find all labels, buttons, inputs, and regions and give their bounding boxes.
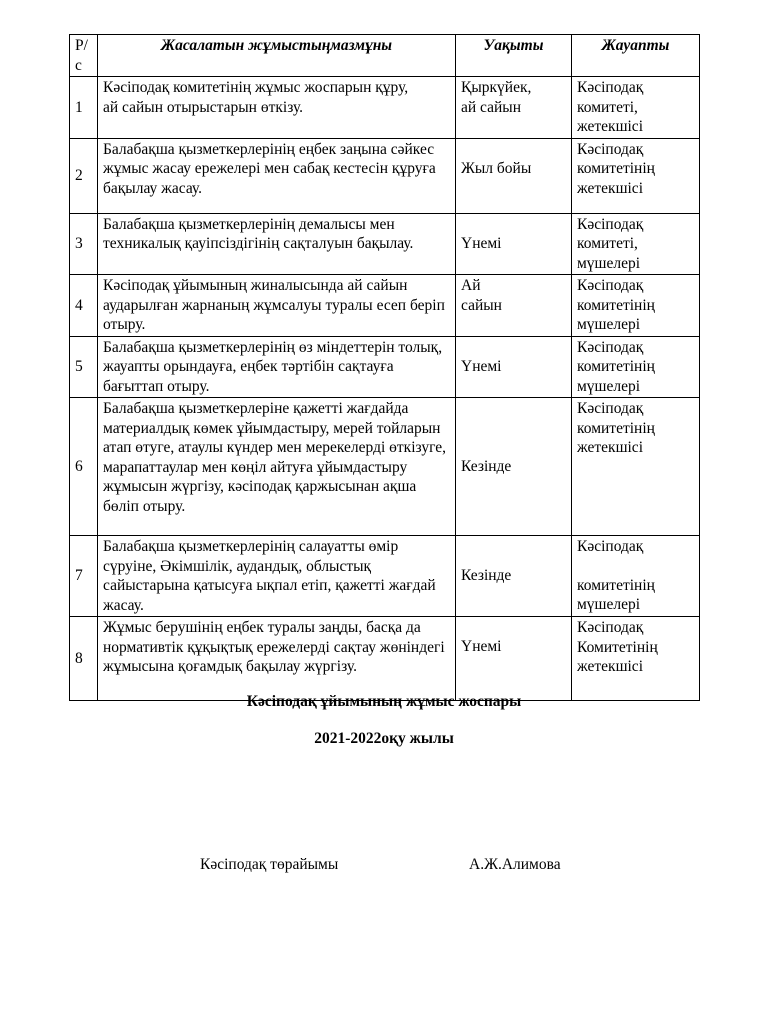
- work-plan-table: [69, 34, 700, 701]
- table-header-row: [70, 35, 700, 77]
- row-responsible: Кәсіподақ комитетінің жетекшісі: [572, 138, 700, 213]
- row-responsible: Кәсіподақ комитетінің мүшелері: [572, 275, 700, 337]
- row-number: 7: [70, 536, 98, 617]
- row-responsible: Кәсіподақ комитеті, жетекшісі: [572, 77, 700, 139]
- row-time: Үнемі: [456, 336, 572, 398]
- table-row: [70, 536, 700, 617]
- row-content: Кәсіподақ ұйымының жиналысында ай сайын аударылған жарнаның жұмсалуы туралы есеп беріп отыру.: [98, 275, 456, 337]
- header-responsible: Жауапты: [572, 35, 700, 77]
- row-number: 1: [70, 77, 98, 139]
- row-responsible: [572, 536, 700, 617]
- row-number: 3: [70, 213, 98, 275]
- row-time: Үнемі: [456, 213, 572, 275]
- header-content: Жасалатын жұмыстыңмазмұны: [98, 35, 456, 77]
- row-time: Кезінде: [456, 536, 572, 617]
- row-content: Балабақша қызметкерлеріне қажетті жағдайда материалдық көмек ұйымдастыру, мерей тойларын атап өтуге, атаулы күндер мен мерекелерді өткізуге, марапаттаулар мен көңіл айтуға ұйымдастыру жұмысын жүргізу, кәсіподақ қаржысынан ақша бөліп отыру.: [98, 398, 456, 536]
- row-number: 6: [70, 398, 98, 536]
- row-time: Ай сайын: [456, 275, 572, 337]
- row-content: Балабақша қызметкерлерінің демалысы мен техникалық қауіпсіздігінің сақталуын бақылау.: [98, 213, 456, 275]
- row-responsible: Кәсіподақ комитетінің мүшелері: [572, 336, 700, 398]
- row-number: 5: [70, 336, 98, 398]
- row-number: 2: [70, 138, 98, 213]
- row-content: Балабақша қызметкерлерінің еңбек заңына сәйкес жұмыс жасау ережелері мен сабақ кестесін құруға бақылау жасау.: [98, 138, 456, 213]
- row-time: Жыл бойы: [456, 138, 572, 213]
- row-responsible: Кәсіподақ комитеті, мүшелері: [572, 213, 700, 275]
- table-row: [70, 77, 700, 139]
- row-time: Кезінде: [456, 398, 572, 536]
- plan-title: Кәсіподақ ұйымының жұмыс жоспары: [246, 693, 522, 710]
- table-row: [70, 336, 700, 398]
- row-content: Кәсіподақ комитетінің жұмыс жоспарын құру, ай сайын отырыстарын өткізу.: [98, 77, 456, 139]
- row-content: Балабақша қызметкерлерінің өз міндеттерін толық, жауапты орындауға, еңбек тәртібін сақтауға бағыттап отыру.: [98, 336, 456, 398]
- table-row: [70, 275, 700, 337]
- row-number: 8: [70, 617, 98, 701]
- row-responsible-bottom: комитетінің мүшелері: [577, 576, 655, 613]
- academic-year: 2021-2022оқу жылы: [314, 730, 454, 747]
- row-responsible-top: Кәсіподақ: [577, 538, 644, 555]
- header-number: Р/с: [70, 35, 98, 77]
- header-time: Уақыты: [456, 35, 572, 77]
- table-row: [70, 213, 700, 275]
- row-responsible: Кәсіподақ комитетінің жетекшісі: [572, 398, 700, 536]
- signature-role: Кәсіподақ төрайымы: [200, 856, 339, 873]
- row-time: Қыркүйек, ай сайын: [456, 77, 572, 139]
- row-time: Үнемі: [456, 617, 572, 701]
- table-row: [70, 138, 700, 213]
- row-content: Балабақша қызметкерлерінің салауатты өмір сүруіне, Әкімшілік, аудандық, облыстық сайыстарына қатысуға ықпал етіп, қажетті жағдай жасау.: [98, 536, 456, 617]
- signature-name: А.Ж.Алимова: [469, 856, 561, 873]
- table-row: [70, 398, 700, 536]
- row-content: Жұмыс берушінің еңбек туралы заңды, басқа да нормативтік құқықтық ережелерді сақтау жөніндегі жұмысына қоғамдық бақылау жүргізу.: [98, 617, 456, 701]
- row-number: 4: [70, 275, 98, 337]
- row-responsible: Кәсіподақ Комитетінің жетекшісі: [572, 617, 700, 701]
- table-row: [70, 617, 700, 701]
